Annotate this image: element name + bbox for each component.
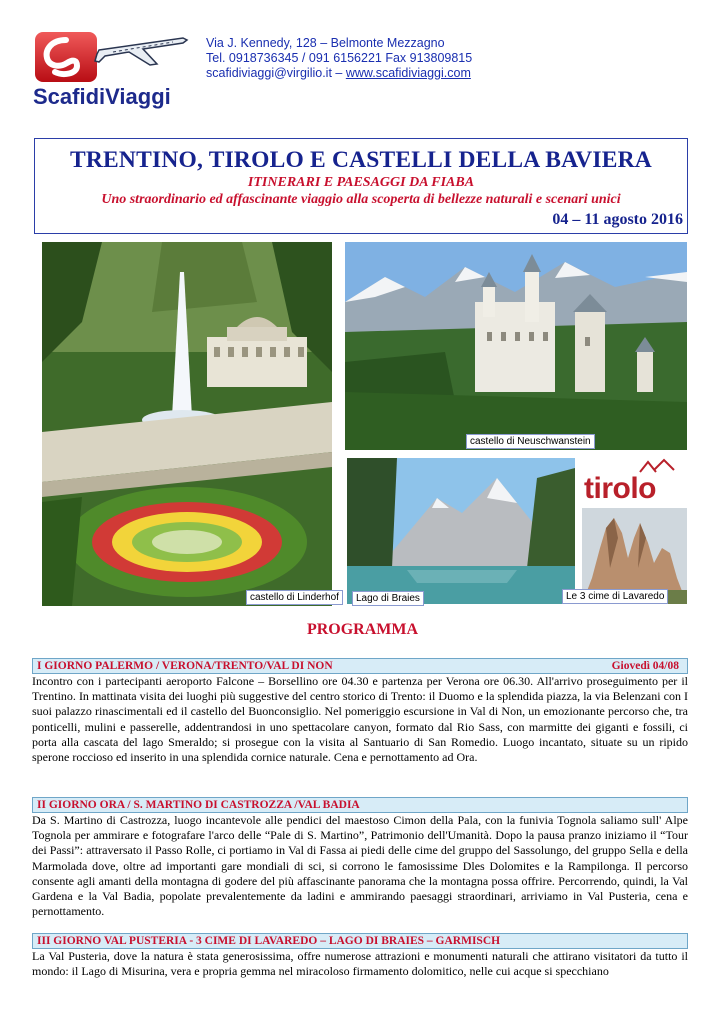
caption-linderhof: castello di Linderhof — [246, 590, 343, 605]
braies-photo — [347, 458, 575, 604]
website-link[interactable]: www.scafidiviaggi.com — [345, 66, 471, 80]
contact-block — [206, 36, 472, 81]
caption-braies: Lago di Braies — [352, 591, 424, 606]
day-1-date: Giovedì 04/08 — [611, 660, 679, 672]
trip-dates: 04 – 11 agosto 2016 — [552, 211, 683, 228]
tirolo-text: tirolo — [584, 472, 656, 505]
title-box — [34, 138, 688, 234]
day-2-title: II GIORNO ORA / S. MARTINO DI CASTROZZA /VAL BADIA — [37, 799, 360, 811]
day-2-paragraph: Da S. Martino di Castrozza, luogo incantevole alle pendici del maestoso Cimon della Pala, con la funivia Tognola saliamo sull' Alpe Tognola per ammirare e fotografare l'arco delle “Pale di S. Martino”, Patrimonio dell'Umanità. Dopo la pausa pranzo iniziamo il “Tour dei Passi”: attraversato il Passo Rolle, ci portiamo in Val di Fassa ai piedi delle cime del gruppo del Sassolungo, del gruppo Sella e della Marmolada dove, oltre ad importanti gare mondiali di sci, si corrono le famosissime Dles Dolomites e la Rampilonga. Il percorso consente agli amanti della montagna di godere del più affascinante panorama che la montagna possa offrire. Percorrendo, quindi, la Val Gardena e la Val Badia, popolate prevalentemente da ladini e ammirando paesaggi straordinari, arriviamo in Val Pusteria, cena e pernottamento. — [32, 813, 688, 919]
programma-heading: PROGRAMMA — [306, 621, 419, 638]
day-1-text — [32, 674, 688, 765]
email-line — [206, 66, 472, 81]
day-1-header — [32, 658, 688, 674]
day-1-paragraph: Incontro con i partecipanti aeroporto Falcone – Borsellino ore 04.30 e partenza per Verona ore 06.30. All'arrivo proseguimento per il Trentino. In mattinata visita dei luoghi più suggestive del centro storico di Trento: il Duomo e la splendida piazza, la via Belenzani con I suoi palazzo rinascimentali ed il castello del Buonconsiglio. Nel pomeriggio escursione in Val di Non, un emozionante percorso che, tra ponticelli, mulini e passerelle, addentrandosi in uno spettacolare canyon, formato dal Rio Sass, con marmitte dei giganti e fossili, ci porta alla cascata del lago Smeraldo; si prosegue con la visita al Santuario di San Romedio. Luogo incantato, situate su un ripido sperone roccioso ed inserito in una splendida cornice naturale. Cena e pernottamento ad Ora. — [32, 674, 688, 765]
day-2-header — [32, 797, 688, 813]
caption-lavaredo: Le 3 cime di Lavaredo — [562, 589, 668, 604]
neuschwanstein-photo — [345, 242, 687, 450]
linderhof-photo — [42, 242, 332, 606]
email[interactable]: scafidiviaggi@virgilio.it – — [206, 66, 346, 80]
day-3-paragraph: La Val Pusteria, dove la natura è stata generosissima, offre numerose attrazioni e monumenti naturali che attirano visitatori da tutto il mondo: il Lago di Misurina, vera e propria gemma nel miracoloso firmamento dolomitico, nelle cui acque si specchiano — [32, 949, 688, 979]
phone: Tel. 0918736345 / 091 6156221 Fax 913809815 — [206, 51, 473, 65]
scafidi-viaggi-logo — [33, 30, 191, 115]
day-1-title: I GIORNO PALERMO / VERONA/TRENTO/VAL DI NON — [37, 660, 333, 672]
subtitle: ITINERARI E PAESAGGI DA FIABA — [247, 175, 475, 190]
day-3-text — [32, 949, 688, 979]
description: Uno straordinario ed affascinante viaggio alla scoperta di bellezze naturali e scenari unici — [101, 192, 621, 207]
day-3-title: III GIORNO VAL PUSTERIA - 3 CIME DI LAVAREDO – LAGO DI BRAIES – GARMISCH — [37, 935, 501, 947]
caption-neuschwanstein: castello di Neuschwanstein — [466, 434, 595, 449]
day-3-header — [32, 933, 688, 949]
address: Via J. Kennedy, 128 – Belmonte Mezzagno — [206, 36, 445, 50]
tirolo-logo — [582, 458, 687, 506]
page-title: TRENTINO, TIROLO E CASTELLI DELLA BAVIERA — [70, 147, 652, 173]
logo-text: ScafidiViaggi — [33, 84, 171, 109]
day-2-text — [32, 813, 688, 919]
